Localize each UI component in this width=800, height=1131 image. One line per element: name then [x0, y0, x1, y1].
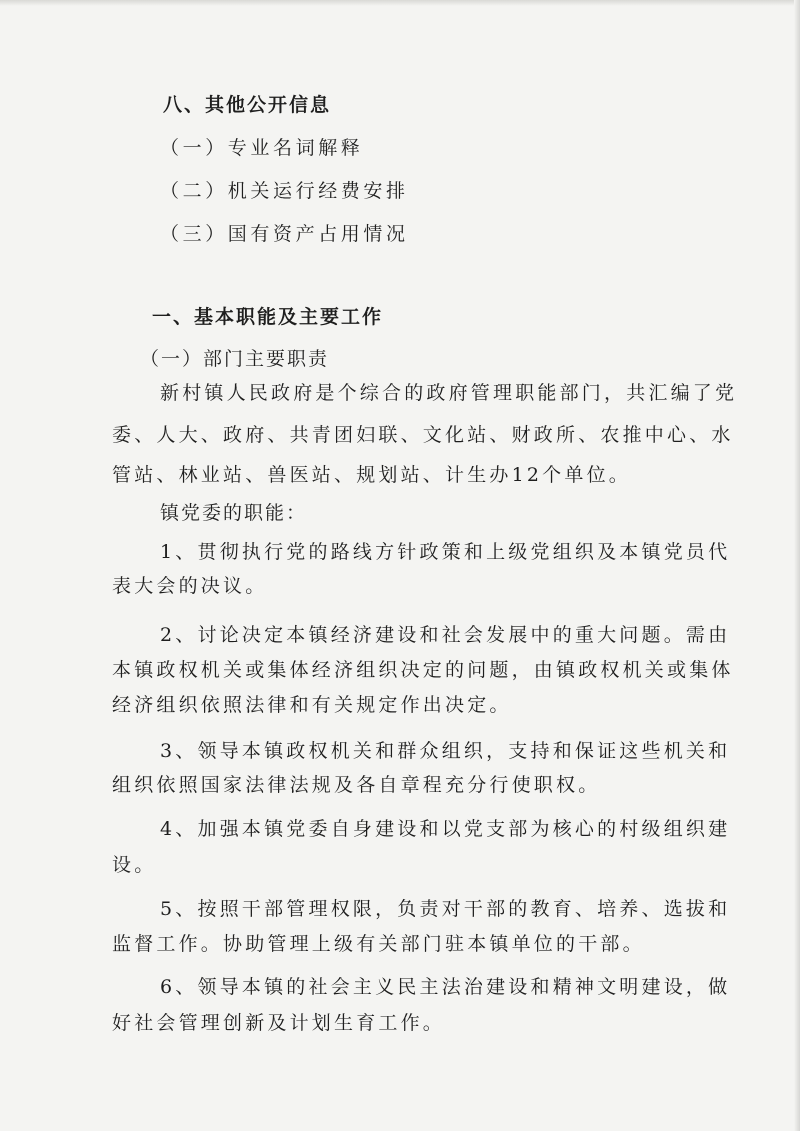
toc-item: （二）机关运行经费安排: [160, 180, 409, 202]
intro-line: 新村镇人民政府是个综合的政府管理职能部门，共汇编了党: [160, 382, 738, 404]
duty-line: 设。: [112, 854, 157, 876]
duty-line: 监督工作。协助管理上级有关部门驻本镇单位的干部。: [112, 933, 645, 955]
duty-line: 表大会的决议。: [112, 575, 268, 597]
party-label: 镇党委的职能：: [160, 502, 308, 524]
duty-line: 5、按照干部管理权限，负责对干部的教育、培养、选拔和: [160, 898, 731, 920]
toc-item: （一）专业名词解释: [160, 137, 364, 159]
section-subheading: （一）部门主要职责: [140, 348, 330, 370]
duty-line: 4、加强本镇党委自身建设和以党支部为核心的村级组织建: [160, 818, 731, 840]
duty-line: 1、贯彻执行党的路线方针政策和上级党组织及本镇党员代: [160, 541, 731, 563]
section-heading: 一、基本职能及主要工作: [152, 306, 384, 328]
intro-line: 管站、林业站、兽医站、规划站、计生办12个单位。: [112, 464, 631, 486]
duty-line: 3、领导本镇政权机关和群众组织，支持和保证这些机关和: [160, 740, 731, 762]
duty-line: 组织依照国家法律法规及各自章程充分行使职权。: [112, 774, 601, 796]
duty-line: 本镇政权机关或集体经济组织决定的问题，由镇政权机关或集体: [112, 659, 734, 681]
intro-line: 委、人大、政府、共青团妇联、文化站、财政所、农推中心、水: [112, 424, 734, 446]
duty-line: 经济组织依照法律和有关规定作出决定。: [112, 694, 512, 716]
duty-line: 2、讨论决定本镇经济建设和社会发展中的重大问题。需由: [160, 624, 731, 646]
duty-line: 6、领导本镇的社会主义民主法治建设和精神文明建设，做: [160, 976, 731, 998]
toc-item: （三）国有资产占用情况: [160, 223, 409, 245]
duty-line: 好社会管理创新及计划生育工作。: [112, 1012, 446, 1034]
toc-heading: 八、其他公开信息: [163, 94, 332, 116]
